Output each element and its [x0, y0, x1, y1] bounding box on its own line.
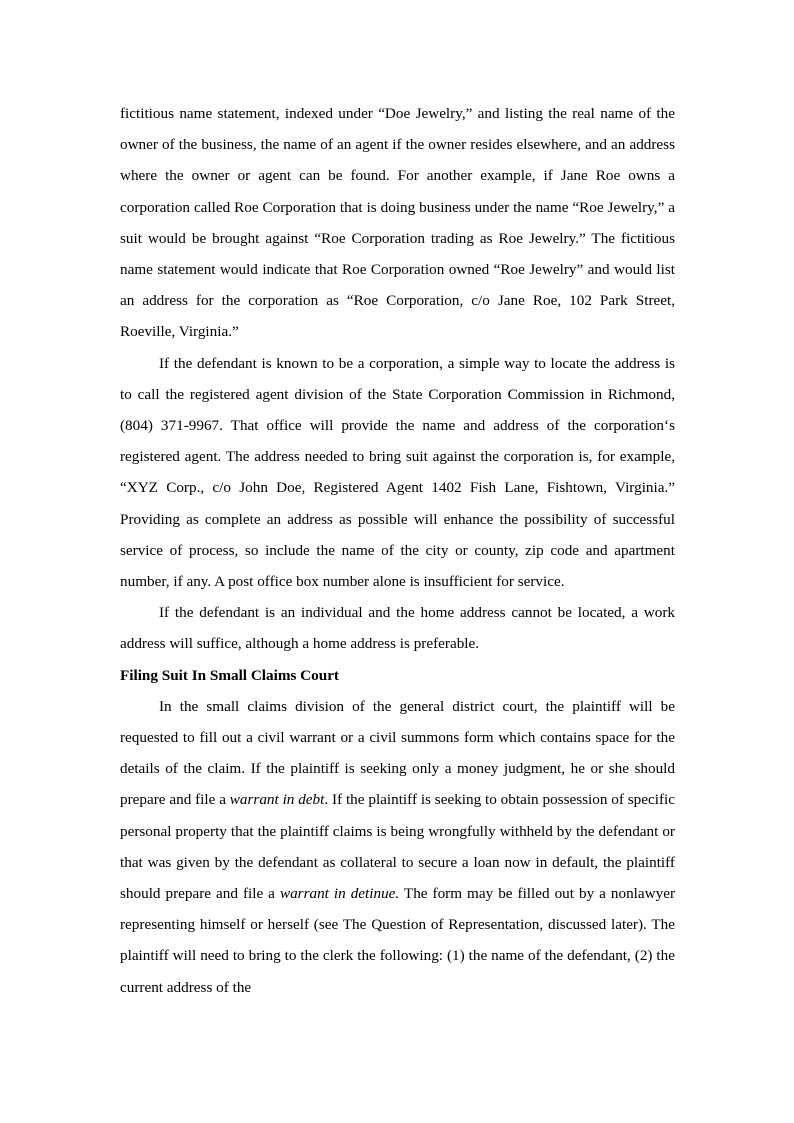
paragraph-individual-address: If the defendant is an individual and the home address cannot be located, a work address will suffice, although a home address is preferable.: [120, 604, 675, 653]
paragraph-fictitious-name: fictitious name statement, indexed under “Doe Jewelry,” and listing the real name of the owner of the business, the name of an agent if the owner resides elsewhere, and an address where the owner or agent can be found. For another example, if Jane Roe owns a corporation called Roe Corporation that is doing business under the name “Roe Jewelry,” a suit would be brought against “Roe Corporation trading as Roe Jewelry.” The fictitious name statement would indicate that Roe Corporation owned “Roe Jewelry” and would list an address for the corporation as “Roe Corporation, c/o Jane Roe, 102 Park Street, Roeville, Virginia.”: [120, 105, 675, 341]
paragraph-filing-suit: [120, 691, 675, 1003]
paragraph-corporation-address: If the defendant is known to be a corporation, a simple way to locate the address is to call the registered agent division of the State Corporation Commission in Richmond, (804) 371-9967. That office will provide the name and address of the corporation‘s registered agent. The address needed to bring suit against the corporation is, for example, “XYZ Corp., c/o John Doe, Registered Agent 1402 Fish Lane, Fishtown, Virginia.” Providing as complete an address as possible will enhance the possibility of successful service of process, so include the name of the city or county, zip code and apartment number, if any. A post office box number alone is insufficient for service.: [120, 354, 675, 591]
text-segment: In the small claims division of the general district court, the plaintiff will be requested to fill out a civil warrant or a civil summons form which contains space for the details of the claim. If the plaintiff is seeking only a money judgment, he or she should prepare and file a: [120, 697, 675, 809]
text-segment: . If the plaintiff is seeking to obtain possession of specific personal property that the plaintiff claims is being wrongfully withheld by the defendant or that was given by the defendant as collateral to secure a loan now in default, the plaintiff should prepare and file a: [120, 791, 675, 903]
term-warrant-in-debt: warrant in debt: [229, 791, 325, 809]
text-segment: The form may be filled out by a nonlawyer representing himself or herself (see The Question of Representation, discussed later). The plaintiff will need to bring to the clerk the following: (1) the name of the defendant, (2) the current address of the: [120, 885, 676, 996]
section-heading: Filing Suit In Small Claims Court: [120, 666, 339, 684]
term-warrant-in-detinue: warrant in detinue.: [279, 885, 400, 903]
body-text: [120, 98, 675, 1003]
